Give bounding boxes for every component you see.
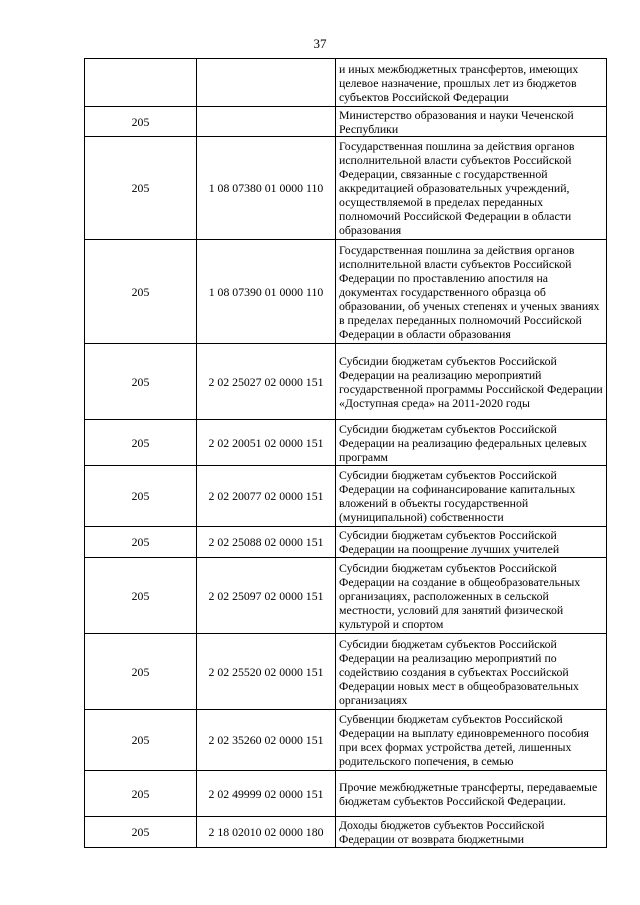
revenue-name-cell: Государственная пошлина за действия органов исполнительной власти субъектов Российской Федерации по проставлению апостиля на документах государственного образца об образовании, об ученых степенях и ученых званиях в пределах переданных полномочий Российской Федерации в области образования <box>336 240 607 344</box>
admin-code-cell: 205 <box>85 527 197 558</box>
table-row <box>85 240 607 344</box>
page-number: 37 <box>313 36 327 51</box>
table-row <box>85 59 607 107</box>
table-row <box>85 710 607 771</box>
revenue-name-cell: Субсидии бюджетам субъектов Российской Федерации на поощрение лучших учителей <box>336 527 607 558</box>
admin-code-cell: 205 <box>85 558 197 634</box>
budget-code-cell: 2 02 25520 02 0000 151 <box>197 634 336 710</box>
revenue-name-cell: Субсидии бюджетам субъектов Российской Федерации на реализацию федеральных целевых программ <box>336 420 607 466</box>
budget-code-cell: 1 08 07390 01 0000 110 <box>197 240 336 344</box>
budget-code-cell: 2 18 02010 02 0000 180 <box>197 817 336 848</box>
revenue-name-cell: Субсидии бюджетам субъектов Российской Федерации на создание в общеобразовательных организациях, расположенных в сельской местности, условий для занятий физической культурой и спортом <box>336 558 607 634</box>
budget-code-cell: 2 02 20077 02 0000 151 <box>197 466 336 527</box>
revenue-name-cell: и иных межбюджетных трансфертов, имеющих целевое назначение, прошлых лет из бюджетов субъектов Российской Федерации <box>336 59 607 107</box>
admin-code-cell: 205 <box>85 466 197 527</box>
table-row <box>85 466 607 527</box>
table-row <box>85 817 607 848</box>
table-row <box>85 420 607 466</box>
table-row <box>85 107 607 137</box>
budget-code-cell: 2 02 49999 02 0000 151 <box>197 771 336 817</box>
admin-code-cell: 205 <box>85 771 197 817</box>
table-row <box>85 344 607 420</box>
budget-code-cell <box>197 59 336 107</box>
admin-code-cell: 205 <box>85 634 197 710</box>
admin-code-cell: 205 <box>85 420 197 466</box>
admin-code-cell <box>85 59 197 107</box>
budget-code-cell: 2 02 20051 02 0000 151 <box>197 420 336 466</box>
budget-code-cell: 1 08 07380 01 0000 110 <box>197 137 336 240</box>
revenue-name-cell: Субсидии бюджетам субъектов Российской Федерации на реализацию мероприятий государственной программы Российской Федерации «Доступная среда» на 2011-2020 годы <box>336 344 607 420</box>
budget-classification-table <box>84 58 607 848</box>
revenue-name-cell: Субвенции бюджетам субъектов Российской Федерации на выплату единовременного пособия при всех формах устройства детей, лишенных родительского попечения, в семью <box>336 710 607 771</box>
budget-code-cell <box>197 107 336 137</box>
budget-code-cell: 2 02 25027 02 0000 151 <box>197 344 336 420</box>
table-row <box>85 634 607 710</box>
budget-code-cell: 2 02 35260 02 0000 151 <box>197 710 336 771</box>
table-row <box>85 527 607 558</box>
admin-code-cell: 205 <box>85 817 197 848</box>
revenue-name-cell: Государственная пошлина за действия органов исполнительной власти субъектов Российской Федерации, связанные с государственной аккредитацией образовательных учреждений, осуществляемой в пределах переданных полномочий Российской Федерации в области образования <box>336 137 607 240</box>
admin-code-cell: 205 <box>85 344 197 420</box>
revenue-name-cell: Доходы бюджетов субъектов Российской Федерации от возврата бюджетными <box>336 817 607 848</box>
budget-code-cell: 2 02 25097 02 0000 151 <box>197 558 336 634</box>
admin-code-cell: 205 <box>85 710 197 771</box>
table-row <box>85 771 607 817</box>
table-row <box>85 558 607 634</box>
revenue-name-cell: Субсидии бюджетам субъектов Российской Федерации на реализацию мероприятий по содействию создания в субъектах Российской Федерации новых мест в общеобразовательных организациях <box>336 634 607 710</box>
revenue-name-cell: Субсидии бюджетам субъектов Российской Федерации на софинансирование капитальных вложений в объекты государственной (муниципальной) собственности <box>336 466 607 527</box>
admin-code-cell: 205 <box>85 240 197 344</box>
admin-code-cell: 205 <box>85 137 197 240</box>
revenue-name-cell: Министерство образования и науки Чеченской Республики <box>336 107 607 137</box>
table-row <box>85 137 607 240</box>
admin-code-cell: 205 <box>85 107 197 137</box>
revenue-name-cell: Прочие межбюджетные трансферты, передаваемые бюджетам субъектов Российской Федерации. <box>336 771 607 817</box>
budget-code-cell: 2 02 25088 02 0000 151 <box>197 527 336 558</box>
